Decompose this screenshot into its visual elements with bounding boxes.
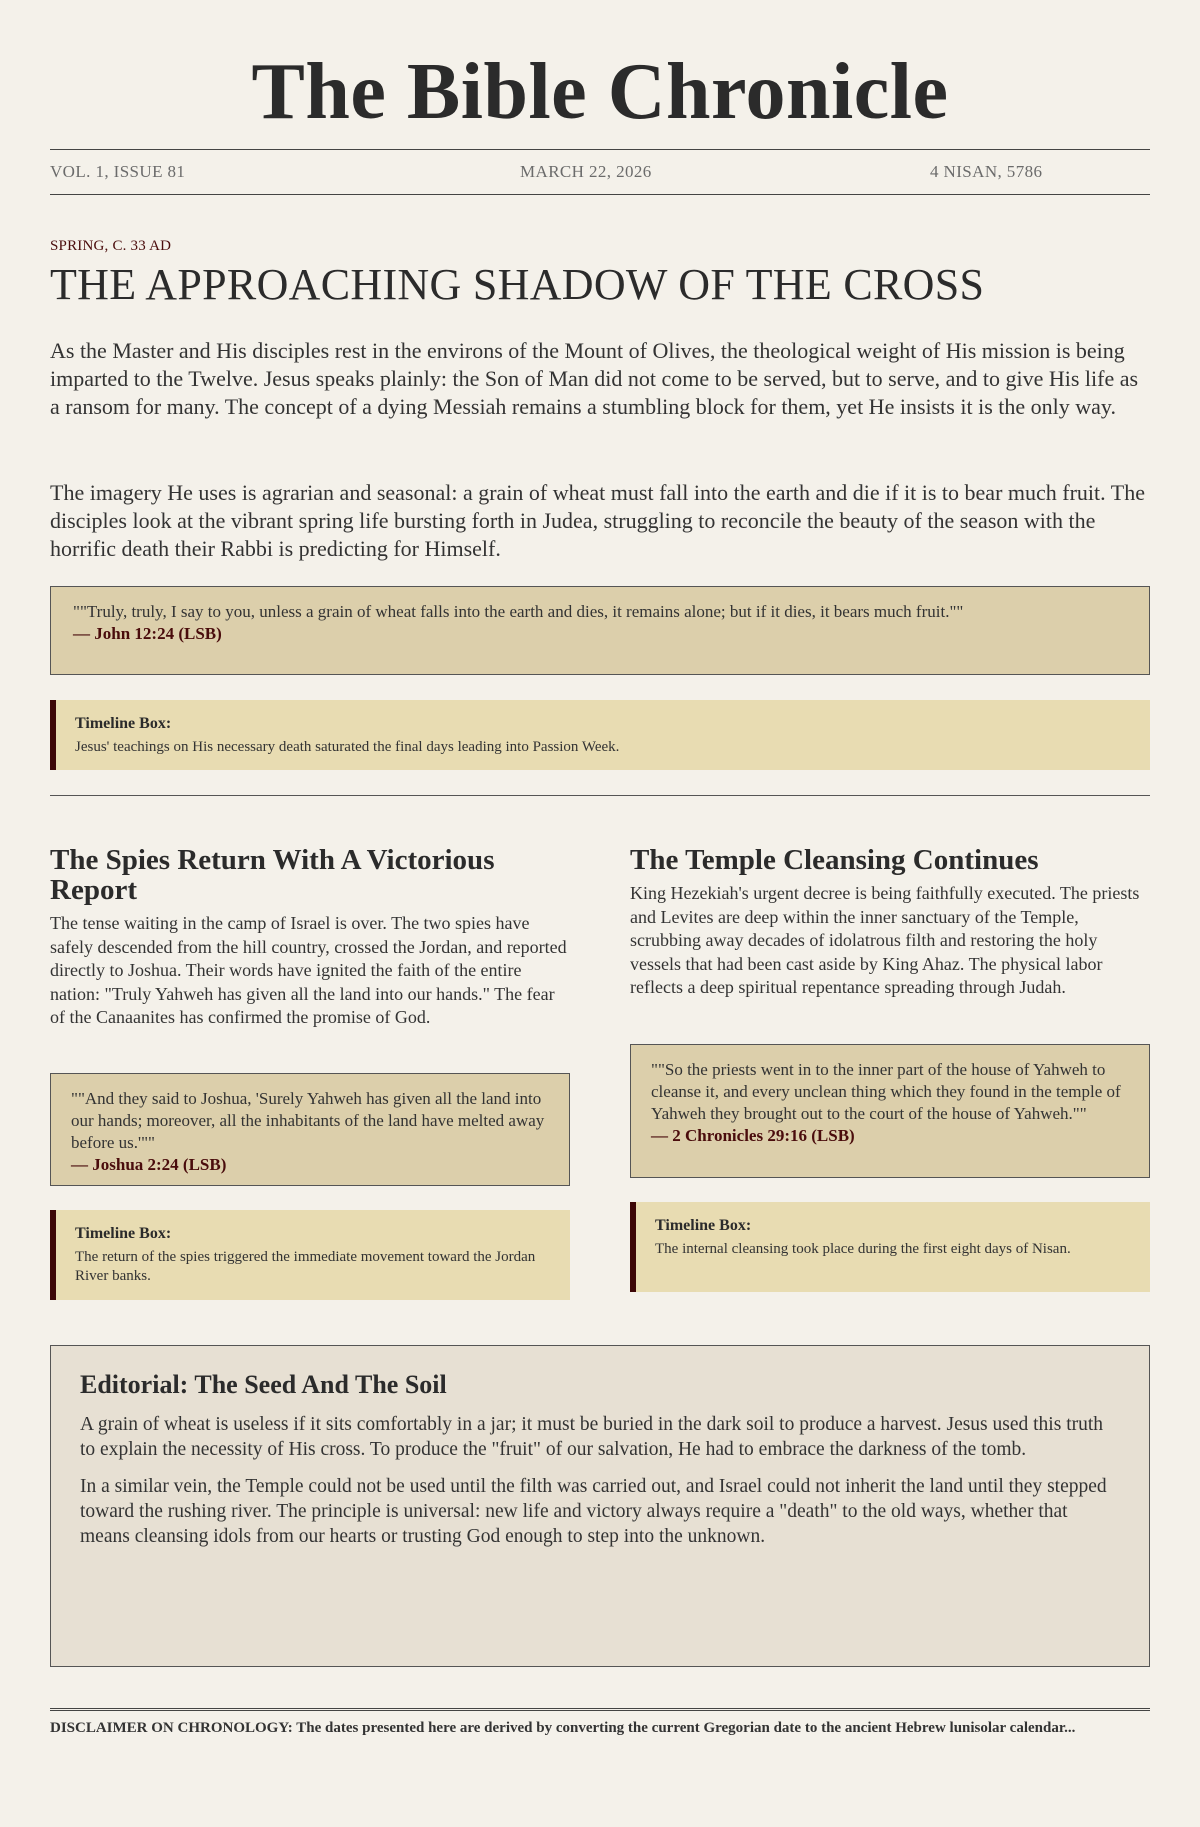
left-quote-box <box>50 1073 570 1186</box>
timeline-text: The internal cleansing took place during the first eight days of Nisan. <box>655 1241 1071 1257</box>
lead-timeline-box <box>50 700 1150 770</box>
timeline-label: Timeline Box: <box>75 715 172 732</box>
masthead-title: The Bible Chronicle <box>251 48 949 136</box>
editorial-box <box>50 1345 1150 1667</box>
quote-text: ""Truly, truly, I say to you, unless a grain of wheat falls into the earth and dies, it remains alone; but if it dies, it bears much fruit."" <box>73 602 964 621</box>
lead-paragraph: As the Master and His disciples rest in the environs of the Mount of Olives, the theological weight of His mission is being imparted to the Twelve. Jesus speaks plainly: the Son of Man did not come to be served, but to serve, and to give His life as a ransom for many. The concept of a dying Messiah remains a stumbling block for them, yet He insists it is the only way. <box>50 338 1139 419</box>
timeline-text: Jesus' teachings on His necessary death saturated the final days leading into Passion Week. <box>75 739 620 755</box>
editorial-title: Editorial: The Seed And The Soil <box>80 1370 447 1399</box>
masthead-top-rule <box>50 149 1150 150</box>
lead-kicker: SPRING, C. 33 AD <box>50 238 172 254</box>
lead-headline: THE APPROACHING SHADOW OF THE CROSS <box>50 260 985 309</box>
editorial-paragraph: In a similar vein, the Temple could not be used until the filth was carried out, and Israel could not inherit the land until they stepped toward the rushing river. The principle is universal: new life and victory always require a "death" to the old ways, whether that means cleansing idols from our hearts or trusting God enough to step into the unknown. <box>80 1476 1107 1547</box>
left-timeline-box <box>50 1210 570 1300</box>
editorial-paragraph: A grain of wheat is useless if it sits comfortably in a jar; it must be buried in the dark soil to produce a harvest. Jesus used this truth to explain the necessity of His cross. To produce the "fruit" of our salvation, He had to embrace the darkness of the tomb. <box>80 1414 1104 1460</box>
footer-double-rule <box>50 1708 1150 1711</box>
right-timeline-box <box>630 1202 1150 1292</box>
hebrew-date: 4 NISAN, 5786 <box>930 162 1043 181</box>
right-story-headline: The Temple Cleansing Continues <box>630 844 1039 876</box>
section-divider <box>50 795 1150 796</box>
issue-volume: VOL. 1, ISSUE 81 <box>50 162 186 181</box>
quote-reference: — John 12:24 (LSB) <box>73 624 222 643</box>
quote-text: ""And they said to Joshua, 'Surely Yahweh has given all the land into our hands; moreover, all the inhabitants of the land have melted away before us.'"" <box>71 1089 545 1152</box>
lead-quote-box <box>50 586 1150 675</box>
quote-reference: — Joshua 2:24 (LSB) <box>71 1155 227 1174</box>
dateline <box>50 162 1150 186</box>
issue-date: MARCH 22, 2026 <box>520 162 652 181</box>
lead-paragraph: The imagery He uses is agrarian and seasonal: a grain of wheat must fall into the earth and die if it is to bear much fruit. The disciples look at the vibrant spring life bursting forth in Judea, struggling to reconcile the beauty of the season with the horrific death their Rabbi is predicting for Himself. <box>50 480 1145 561</box>
timeline-text: The return of the spies triggered the immediate movement toward the Jordan River banks. <box>75 1249 536 1284</box>
masthead-bottom-rule <box>50 194 1150 195</box>
timeline-label: Timeline Box: <box>75 1225 172 1242</box>
timeline-label: Timeline Box: <box>655 1217 752 1234</box>
right-quote-box <box>630 1044 1150 1178</box>
left-story-headline: The Spies Return With A Victorious Report <box>50 844 495 906</box>
chronology-disclaimer: DISCLAIMER ON CHRONOLOGY: The dates presented here are derived by converting the current Gregorian date to the ancient Hebrew lunisolar calendar... <box>50 1720 1076 1736</box>
right-story-body: King Hezekiah's urgent decree is being faithfully executed. The priests and Levites are deep within the inner sanctuary of the Temple, scrubbing away decades of idolatrous filth and restoring the holy vessels that had been cast aside by King Ahaz. The physical labor reflects a deep spiritual repentance spreading through Judah. <box>630 883 1140 997</box>
left-story-body: The tense waiting in the camp of Israel is over. The two spies have safely descended from the hill country, crossed the Jordan, and reported directly to Joshua. Their words have ignited the faith of the entire nation: "Truly Yahweh has given all the land into our hands." The fear of the Canaanites has confirmed the promise of God. <box>50 913 567 1027</box>
quote-reference: — 2 Chronicles 29:16 (LSB) <box>651 1126 855 1145</box>
quote-text: ""So the priests went in to the inner part of the house of Yahweh to cleanse it, and every unclean thing which they found in the temple of Yahweh they brought out to the court of the house of Yahweh."" <box>651 1060 1121 1123</box>
